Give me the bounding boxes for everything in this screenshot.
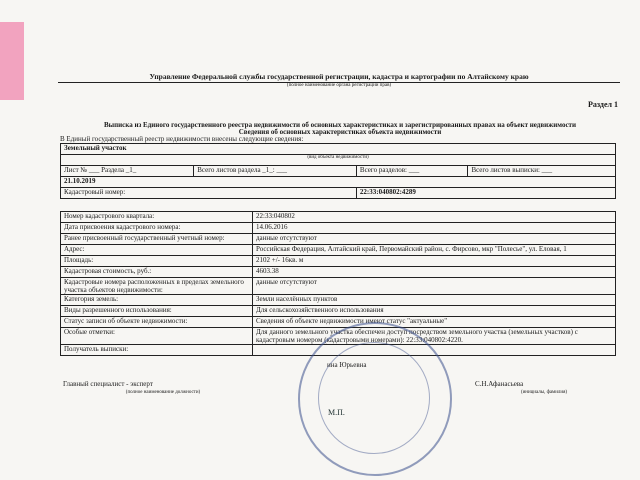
sheet-number: Лист № ___ Раздела _1_ <box>61 166 194 177</box>
row-label: Ранее присвоенный государственный учетный номер: <box>61 234 253 245</box>
agency-note: (полное наименование органа регистрации прав) <box>286 83 392 88</box>
row-value: данные отсутствуют <box>253 278 616 295</box>
table-row <box>61 256 616 267</box>
row-value: данные отсутствуют <box>253 234 616 245</box>
row-label: Номер кадастрового квартала: <box>61 212 253 223</box>
table-row <box>61 295 616 306</box>
signature-block <box>60 380 616 400</box>
table-row <box>61 234 616 245</box>
table-row <box>61 278 616 295</box>
row-label: Категория земель: <box>61 295 253 306</box>
sheets-section: Всего листов раздела _1_: ___ <box>194 166 357 177</box>
row-label: Дата присвоения кадастрового номера: <box>61 223 253 234</box>
table-row <box>61 317 616 328</box>
stamp-text: ина Юрьевна <box>327 361 367 369</box>
row-value: 14.06.2016 <box>253 223 616 234</box>
table-row <box>61 245 616 256</box>
object-type: Земельный участок <box>61 144 616 155</box>
row-value: Российская Федерация, Алтайский край, Первомайский район, с. Фирсово, мкр "Полесье", ул. Еловая, 1 <box>253 245 616 256</box>
position-note: (полное наименование должности) <box>125 390 201 395</box>
row-value: 22:33:040802 <box>253 212 616 223</box>
row-label: Виды разрешенного использования: <box>61 306 253 317</box>
sheets-total: Всего листов выписки: ___ <box>468 166 616 177</box>
row-label: Адрес: <box>61 245 253 256</box>
mp-label: М.П. <box>328 408 345 417</box>
name-note: (инициалы, фамилия) <box>520 390 568 395</box>
pink-sticky-tab <box>0 22 24 100</box>
row-value: 2102 +/- 16кв. м <box>253 256 616 267</box>
row-label: Кадастровая стоимость, руб.: <box>61 267 253 278</box>
row-label: Статус записи об объекте недвижимости: <box>61 317 253 328</box>
document-title: Выписка из Единого государственного реестра недвижимости об основных характеристиках и зарегистрированных правах на объект недвижимости <box>103 121 577 129</box>
extract-date: 21.10.2019 <box>61 177 616 188</box>
row-label: Площадь: <box>61 256 253 267</box>
table-row <box>61 267 616 278</box>
object-type-note: (вид объекта недвижимости) <box>61 155 616 166</box>
row-label: Особые отметки: <box>61 328 253 345</box>
sections-total: Всего разделов: ___ <box>356 166 468 177</box>
section-label: Раздел 1 <box>587 100 618 109</box>
row-value: Сведения об объекте недвижимости имеют статус "актуальные" <box>253 317 616 328</box>
cadastral-value: 22:33:040802:4289 <box>356 188 615 199</box>
object-header-table <box>60 143 616 199</box>
row-value: 4603.38 <box>253 267 616 278</box>
row-value: Для данного земельного участка обеспечен доступ посредством земельного участка (земельных участков) с кадастровым номером (кадастровыми номерами): 22:33:040802:4220. <box>253 328 616 345</box>
signer-position: Главный специалист - эксперт <box>63 380 153 388</box>
table-row <box>61 212 616 223</box>
cadastral-label: Кадастровый номер: <box>61 188 357 199</box>
document-subtitle: Сведения об основных характеристиках объекта недвижимости <box>238 128 442 136</box>
intro-text: В Единый государственный реестр недвижимости внесены следующие сведения: <box>60 135 304 143</box>
table-row <box>61 306 616 317</box>
signer-name: С.Н.Афанасьева <box>475 380 524 388</box>
agency-name: Управление Федеральной службы государственной регистрации, кадастра и картографии по Алтайскому краю <box>58 72 620 83</box>
row-label: Кадастровые номера расположенных в пределах земельного участка объектов недвижимости: <box>61 278 253 295</box>
table-row <box>61 223 616 234</box>
row-value: Земли населённых пунктов <box>253 295 616 306</box>
row-label: Получатель выписки: <box>61 345 253 356</box>
row-value: Для сельскохозяйственного использования <box>253 306 616 317</box>
